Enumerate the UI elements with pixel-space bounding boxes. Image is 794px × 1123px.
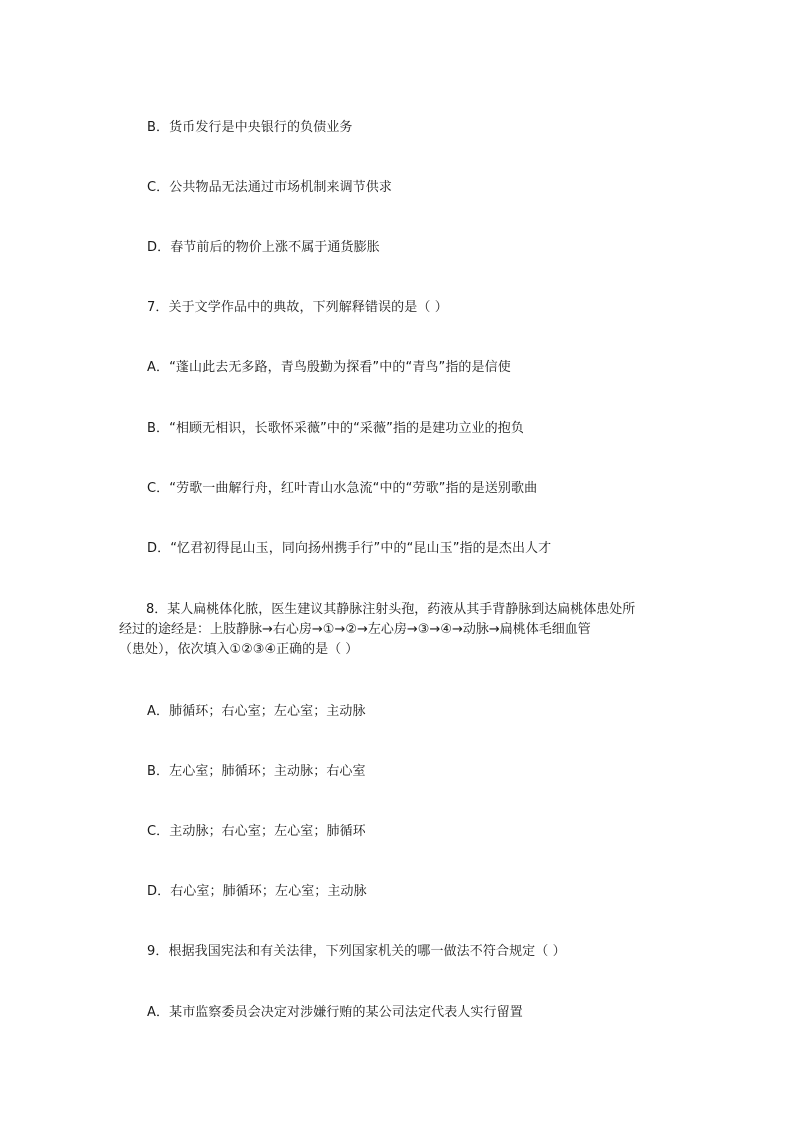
option-9a: A．某市监察委员会决定对涉嫌行贿的某公司法定代表人实行留置 <box>147 1005 523 1020</box>
option-8d: D．右心室；肺循环；左心室；主动脉 <box>147 884 367 899</box>
option-8c: C．主动脉；右心室；左心室；肺循环 <box>147 824 366 839</box>
option-6c: C．公共物品无法通过市场机制来调节供求 <box>147 180 392 195</box>
question-8-line-3: （患处），依次填入①②③④正确的是（ ） <box>119 642 359 657</box>
question-8 <box>119 600 674 660</box>
option-6b: B．货币发行是中央银行的负债业务 <box>147 120 353 135</box>
option-7c: C．“劳歌一曲解行舟，红叶青山水急流“中的“劳歌”指的是送别歌曲 <box>147 481 538 496</box>
option-8a: A．肺循环；右心室；左心室；主动脉 <box>147 704 366 719</box>
option-7a: A．“蓬山此去无多路，青鸟殷勤为探看”中的“青鸟”指的是信使 <box>147 360 511 375</box>
question-9: 9．根据我国宪法和有关法律，下列国家机关的哪一做法不符合规定（ ） <box>147 944 566 959</box>
option-7d: D．“忆君初得昆山玉，同向扬州携手行”中的“昆山玉”指的是杰出人才 <box>147 541 552 556</box>
question-8-line-1: 8．某人扁桃体化脓，医生建议其静脉注射头孢，药液从其手背静脉到达扁桃体患处所 <box>146 602 636 617</box>
option-8b: B．左心室；肺循环；主动脉；右心室 <box>147 764 366 779</box>
question-8-line-2: 经过的途经是：上肢静脉→右心房→①→②→左心房→③→④→动脉→扁桃体毛细血管 <box>119 622 591 637</box>
option-7b: B．“相顾无相识，长歌怀采薇”中的“采薇”指的是建功立业的抱负 <box>147 421 524 436</box>
option-6d: D．春节前后的物价上涨不属于通货膨胀 <box>147 240 380 255</box>
question-7: 7．关于文学作品中的典故，下列解释错误的是（ ） <box>147 300 448 315</box>
